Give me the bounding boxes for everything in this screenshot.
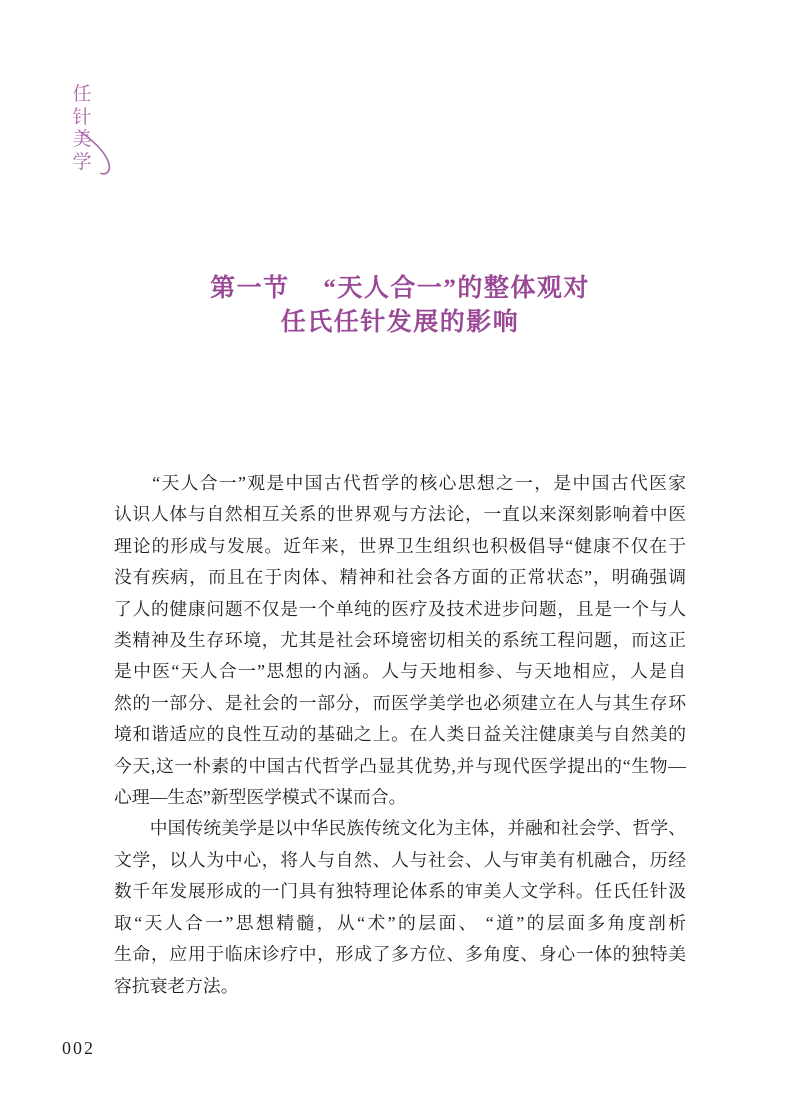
spine-char: 针 <box>72 106 92 128</box>
text-line: 取“天人合一”思想精髓，从“术”的层面、 “道”的层面多角度剖析 <box>114 912 686 933</box>
section-heading-line2: 任氏任针发展的影响 <box>280 309 520 336</box>
page-number: 002 <box>62 1038 95 1058</box>
text-line: 境和谐适应的良性互动的基础之上。在人类日益关注健康美与自然美的 <box>114 724 686 745</box>
text-line: 中国传统美学是以中华民族传统文化为主体，并融和社会学、哲学、 <box>114 818 686 839</box>
text-line: 了人的健康问题不仅是一个单纯的医疗及技术进步问题，且是一个与人 <box>114 598 686 619</box>
text-line: 是中医“天人合一”思想的内涵。人与天地相参、与天地相应，人是自 <box>114 661 686 682</box>
text-line: “天人合一”观是中国古代哲学的核心思想之一，是中国古代医家 <box>114 473 686 493</box>
spine-char: 美 <box>72 129 92 151</box>
text-line: 没有疾病，而且在于肉体、精神和社会各方面的正常状态”，明确强调 <box>114 567 686 588</box>
spine-title <box>70 84 94 174</box>
text-line: 认识人体与自然相互关系的世界观与方法论，一直以来深刻影响着中医 <box>114 504 686 525</box>
text-line: 生命，应用于临床诊疗中，形成了多方位、多角度、身心一体的独特美 <box>114 944 686 965</box>
section-number: 第一节 <box>210 275 290 302</box>
text-line: 心理—生态”新型医学模式不谋而合。 <box>114 787 407 808</box>
body-text <box>114 468 686 1002</box>
text-line: 然的一部分、是社会的一部分，而医学美学也必须建立在人与其生存环 <box>114 692 686 713</box>
text-line: 类精神及生存环境，尤其是社会环境密切相关的系统工程问题，而这正 <box>114 630 686 651</box>
text-line: 文学，以人为中心，将人与自然、人与社会、人与审美有机融合，历经 <box>114 849 686 870</box>
section-heading <box>0 272 800 340</box>
spine-char: 任 <box>72 84 92 105</box>
text-line: 理论的形成与发展。近年来，世界卫生组织也积极倡导“健康不仅在于 <box>114 535 686 556</box>
section-heading-line1 <box>0 272 800 306</box>
text-line: 今天,这一朴素的中国古代哲学凸显其优势,并与现代医学提出的“生物— <box>114 755 686 776</box>
text-line: 数千年发展形成的一门具有独特理论体系的审美人文学科。任氏任针汲 <box>114 881 686 902</box>
spine-char: 学 <box>72 151 92 173</box>
section-title-part: “天人合一”的整体观对 <box>323 275 590 302</box>
text-line: 容抗衰老方法。 <box>114 975 239 996</box>
